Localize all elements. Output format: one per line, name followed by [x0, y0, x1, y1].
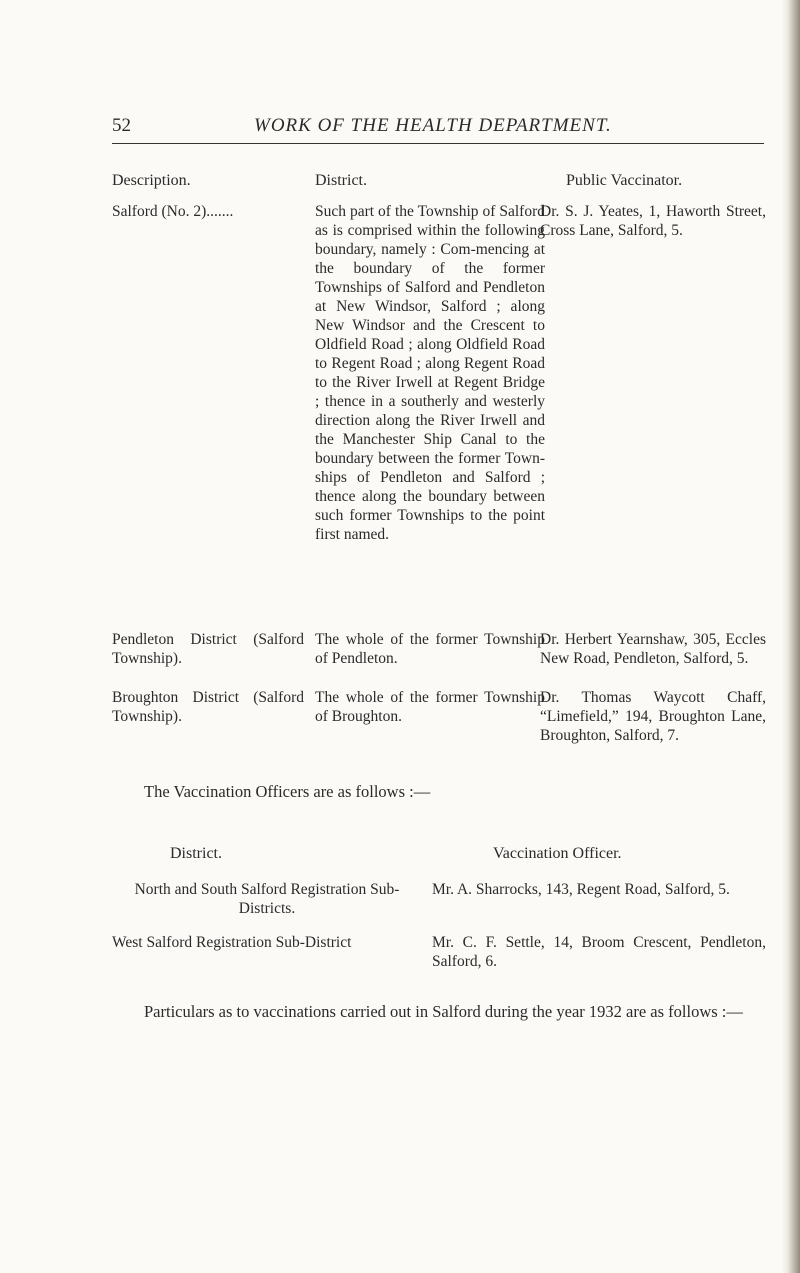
col-header-public-vaccinator: Public Vaccinator. [566, 172, 683, 189]
page-edge-shadow [782, 0, 800, 1273]
row1-vaccinator: Dr. S. J. Yeates, 1, Haworth Street, Cross Lane, Salford, 5. [540, 203, 766, 239]
officer-row2-officer: Mr. C. F. Settle, 14, Broom Crescent, Pendleton, Salford, 6. [432, 934, 766, 970]
officer-row1-officer: Mr. A. Sharrocks, 143, Regent Road, Salford, 5. [432, 881, 730, 898]
row3-vaccinator: Dr. Thomas Waycott Chaff, “Limefield,” 194, Broughton Lane, Broughton, Salford, 7. [540, 689, 766, 744]
officer-row1-district: North and South Salford Registration Sub-Districts. [134, 881, 400, 917]
closing-paragraph: Particulars as to vaccinations carried out in Salford during the year 1932 are as follows :— [144, 1002, 743, 1021]
row2-district: The whole of the former Township of Pendleton. [315, 631, 545, 667]
col-header-officer-district: District. [170, 845, 222, 862]
running-header [112, 115, 772, 139]
col-header-description: Description. [112, 172, 191, 189]
row1-description: Salford (No. 2)....... [112, 203, 234, 220]
row2-vaccinator: Dr. Herbert Yearnshaw, 305, Eccles New Road, Pendleton, Salford, 5. [540, 631, 766, 667]
col-header-vaccination-officer: Vaccination Officer. [493, 845, 622, 862]
col-header-district: District. [315, 172, 367, 189]
header-rule [112, 143, 764, 144]
running-title: WORK OF THE HEALTH DEPARTMENT. [254, 115, 612, 136]
row3-description: Broughton District (Salford Township). [112, 689, 304, 725]
row2-description: Pendleton District (Salford Township). [112, 631, 304, 667]
row1-district: Such part of the Township of Salford as is comprised within the following boundary, namely : Com-mencing at the boundary of the former Townships of Salford and Pendleton at New Windsor, Salford ; along New Windsor and the Crescent to Oldfield Road ; along Oldfield Road to Regent Road ; along Regent Road to the River Irwell at Regent Bridge ; thence in a southerly and westerly direction along the River Irwell and the Manchester Ship Canal to the boundary between the former Town-ships of Pendleton and Salford ; thence along the boundary between such former Townships to the point first named. [315, 203, 545, 543]
officers-intro: The Vaccination Officers are as follows :— [144, 782, 431, 801]
row3-district: The whole of the former Township of Broughton. [315, 689, 545, 725]
page-number: 52 [112, 115, 131, 136]
officer-row2-district: West Salford Registration Sub-District [112, 934, 352, 951]
